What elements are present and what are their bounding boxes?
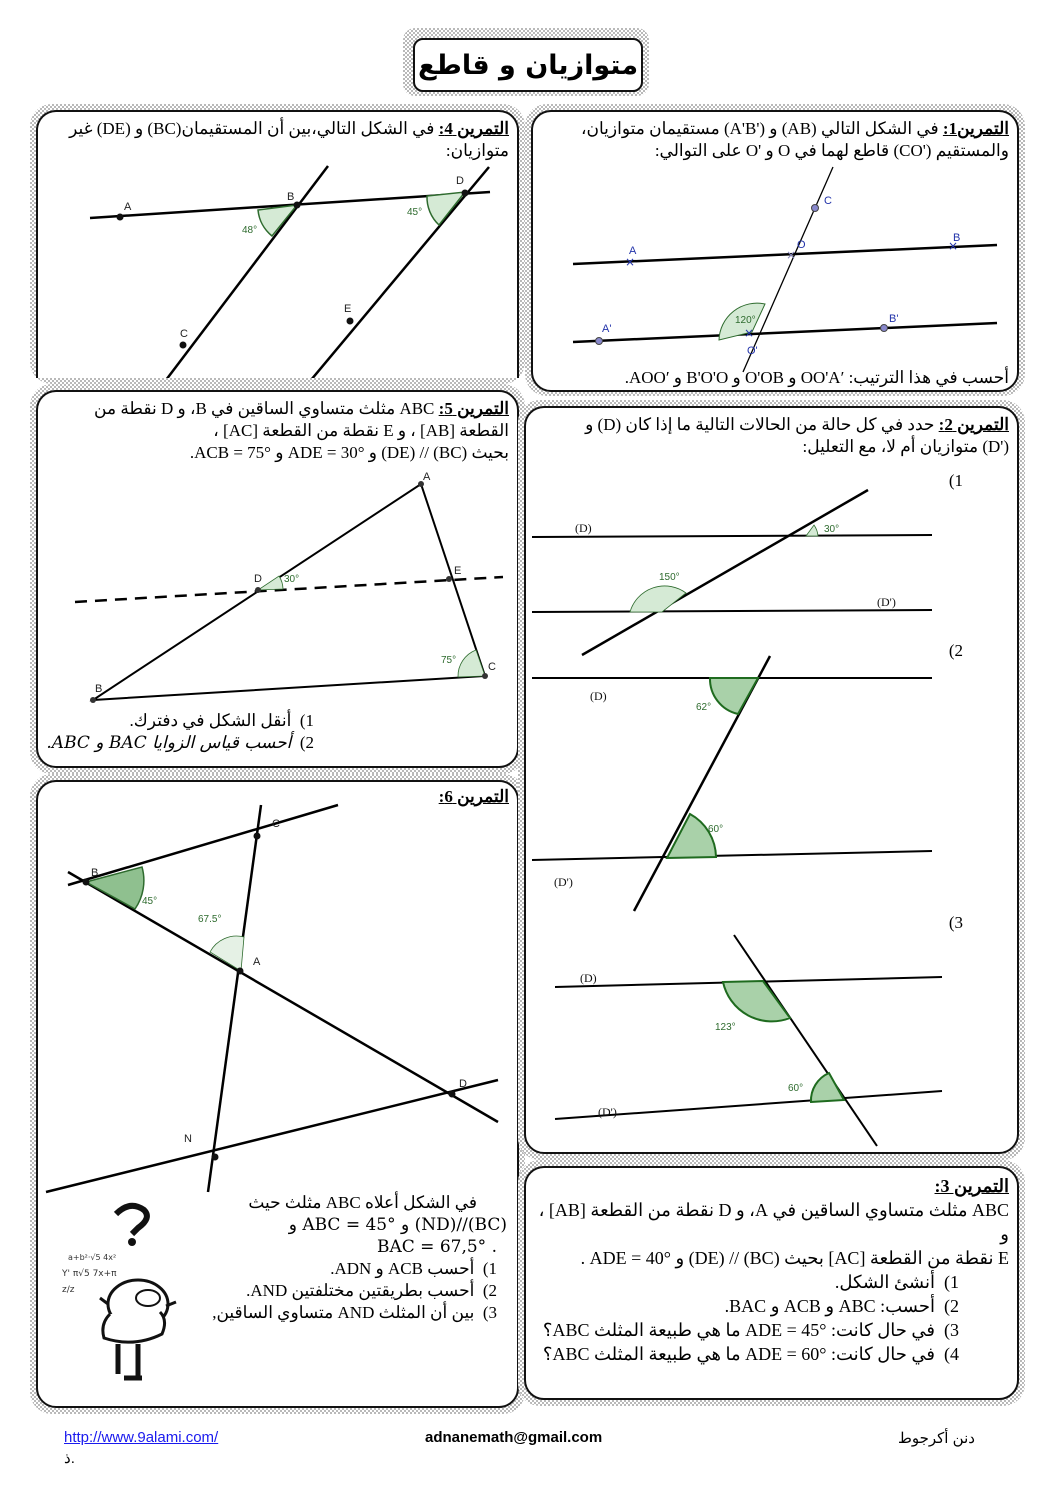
ex6-item-2: 2) أحسب بطريقتين مختلفتين AND.: [246, 1281, 497, 1300]
ex4-figure: [38, 112, 519, 378]
ex2-title: التمرين 2:: [938, 415, 1009, 434]
ex2-case3-angle-b: 60°: [788, 1083, 804, 1094]
ex3-line-2: E نقطة من القطعة [AC] بحيث (BC) // (DE) و ADE = 40° .: [580, 1248, 1009, 1268]
ex2-case2-line-d: (D): [590, 689, 607, 703]
ex2-figures: [526, 408, 1019, 1154]
ex4-angle-d: 45°: [407, 207, 423, 218]
ex3-line-1: ABC مثلث متساوي الساقين في A، و D نقطة من القطعة [AB] ، و: [538, 1200, 1009, 1244]
ex5-point-a: A: [423, 471, 431, 483]
ex3-item-4: 4) في حال كانت: ADE = 60° ما هي طبيعة المثلث ABC؟: [542, 1344, 959, 1364]
ex2-case2-angle-a: 62°: [696, 702, 712, 713]
ex6-point-c: C: [272, 818, 280, 830]
ex6-item-3: 3) بين أن المثلث AND متساوي الساقين,: [212, 1303, 497, 1322]
ex2-line-1: حدد في كل حالة من الحالات التالية ما إذا كان (D) و: [585, 415, 935, 434]
ex1-question: أحسب في هذا الترتيب: ′OO'A و O'OB و B'O'O و ′AOO.: [624, 368, 1009, 387]
ex4-point-d: D: [456, 175, 464, 187]
ex4-point-c: C: [180, 328, 188, 340]
exercise-4: [36, 110, 519, 378]
ex6-line-1: في الشكل أعلاه ABC مثلث حيث: [248, 1193, 477, 1212]
exercise-2: [524, 406, 1019, 1154]
svg-text:×: ×: [744, 326, 755, 340]
ex4-point-e: E: [344, 303, 352, 315]
ex6-figure: [38, 782, 519, 1192]
page-title: متوازيان و قاطع: [413, 38, 643, 92]
svg-text:×: ×: [948, 239, 959, 253]
exercise-1: [531, 110, 1019, 392]
ex1-point-a: A: [629, 245, 637, 257]
footer-author-prefix: ذ.: [64, 1450, 75, 1467]
ex2-case1-angle-a: 30°: [824, 524, 840, 535]
ex1-angle-label: 120°: [735, 315, 756, 326]
ex1-point-o-prime: O': [747, 345, 758, 357]
ex4-line-2: متوازيان:: [445, 141, 509, 160]
ex6-angle-a: 67.5°: [198, 914, 222, 925]
footer-author: دنن أكرجوط: [898, 1430, 975, 1447]
thinking-student-cartoon-icon: [48, 1194, 208, 1394]
ex6-item-1: 1) أحسب ACB و ADN.: [330, 1259, 497, 1278]
ex5-item-2: 2) أحسب قياس الزوايا BAC و ABC.: [46, 733, 314, 753]
svg-text:a+b²·√5 4x²: a+b²·√5 4x²: [68, 1253, 117, 1262]
ex2-line-2: ('D) متوازيان أم لا، مع التعليل:: [802, 437, 1009, 456]
ex2-case1-angle-b: 150°: [659, 572, 680, 583]
ex1-title: التمرين1:: [942, 119, 1009, 138]
ex5-item-1: 1) أنقل الشكل في دفترك.: [129, 711, 314, 730]
ex5-point-d: D: [254, 573, 262, 585]
ex2-case2-line-d-prime: (D'): [554, 875, 573, 889]
ex1-point-a-prime: A': [602, 323, 612, 335]
ex6-point-d: D: [459, 1078, 467, 1090]
ex6-title: التمرين 6:: [438, 787, 509, 806]
ex5-angle-d: 30°: [284, 574, 300, 585]
ex6-point-a: A: [253, 956, 261, 968]
ex3-title: التمرين 3:: [934, 1176, 1009, 1196]
ex3-item-2: 2) أحسب: ABC و ACB و BAC.: [724, 1296, 959, 1316]
footer-website-link[interactable]: http://www.9alami.com/: [64, 1429, 219, 1446]
ex1-figure: [533, 112, 1019, 392]
ex2-case-1-number: (1: [948, 471, 963, 490]
ex1-line-1: في الشكل التالي (AB) و ('A'B) مستقيمان متوازيان،: [581, 119, 939, 138]
ex1-line-2: والمستقيم ('CO) قاطع لهما في O و 'O على التوالي:: [654, 141, 1009, 160]
ex5-title: التمرين 5:: [438, 399, 509, 418]
ex4-title: التمرين 4:: [438, 119, 509, 138]
ex4-line-1: في الشكل التالي،بين أن المستقيمان(BC) و (DE) غير: [69, 119, 435, 138]
ex2-case3-angle-a: 123°: [715, 1022, 736, 1033]
ex1-point-b: B: [953, 232, 961, 244]
ex1-point-c: C: [824, 195, 832, 207]
ex2-case-2-number: (2: [948, 641, 963, 660]
ex4-point-b: B: [287, 191, 295, 203]
ex5-point-c: C: [488, 661, 496, 673]
ex2-case1-line-d: (D): [575, 521, 592, 535]
ex5-line-1: ABC مثلث متساوي الساقين في B، و D نقطة من: [94, 399, 435, 418]
ex5-line-2: القطعة [AB] ، و E نقطة من القطعة [AC] ،: [213, 421, 509, 440]
ex6-point-n: N: [184, 1133, 192, 1145]
ex5-point-b: B: [95, 683, 103, 695]
exercise-5: [36, 390, 519, 768]
svg-text:Y' π√5 7x+π: Y' π√5 7x+π: [62, 1269, 117, 1279]
svg-text:×: ×: [786, 248, 797, 262]
ex6-angle-b: 45°: [142, 896, 158, 907]
ex3-item-3: 3) في حال كانت: ADE = 45° ما هي طبيعة المثلث ABC؟: [542, 1320, 959, 1340]
ex1-point-o: O: [797, 239, 806, 251]
ex2-case2-angle-b: 60°: [708, 824, 724, 835]
ex1-point-b-prime: B': [889, 313, 899, 325]
ex4-angle-b: 48°: [242, 225, 258, 236]
ex3-item-1: 1) أنشئ الشكل.: [834, 1272, 959, 1292]
ex6-line-2: (BC)//(ND) و ABC = 45° و: [288, 1215, 507, 1235]
ex6-line-3: . BAC = 67,5°: [377, 1237, 497, 1257]
svg-text:z/z: z/z: [62, 1285, 75, 1295]
ex6-point-b: B: [91, 867, 99, 879]
ex5-line-3: بحيث (BC) // (DE) و ADE = 30° و ACB = 75°.: [189, 443, 509, 462]
svg-text:×: ×: [625, 255, 636, 269]
ex5-point-e: E: [454, 565, 462, 577]
exercise-3: [524, 1166, 1019, 1400]
ex2-case3-line-d-prime: (D'): [598, 1105, 617, 1119]
ex2-case1-line-d-prime: (D'): [877, 595, 896, 609]
ex5-angle-c: 75°: [441, 655, 457, 666]
footer-email: adnanemath@gmail.com: [425, 1429, 603, 1446]
ex4-point-a: A: [124, 201, 132, 213]
exercise-6: [36, 780, 519, 1408]
ex2-case-3-number: (3: [948, 913, 963, 932]
ex2-case3-line-d: (D): [580, 971, 597, 985]
